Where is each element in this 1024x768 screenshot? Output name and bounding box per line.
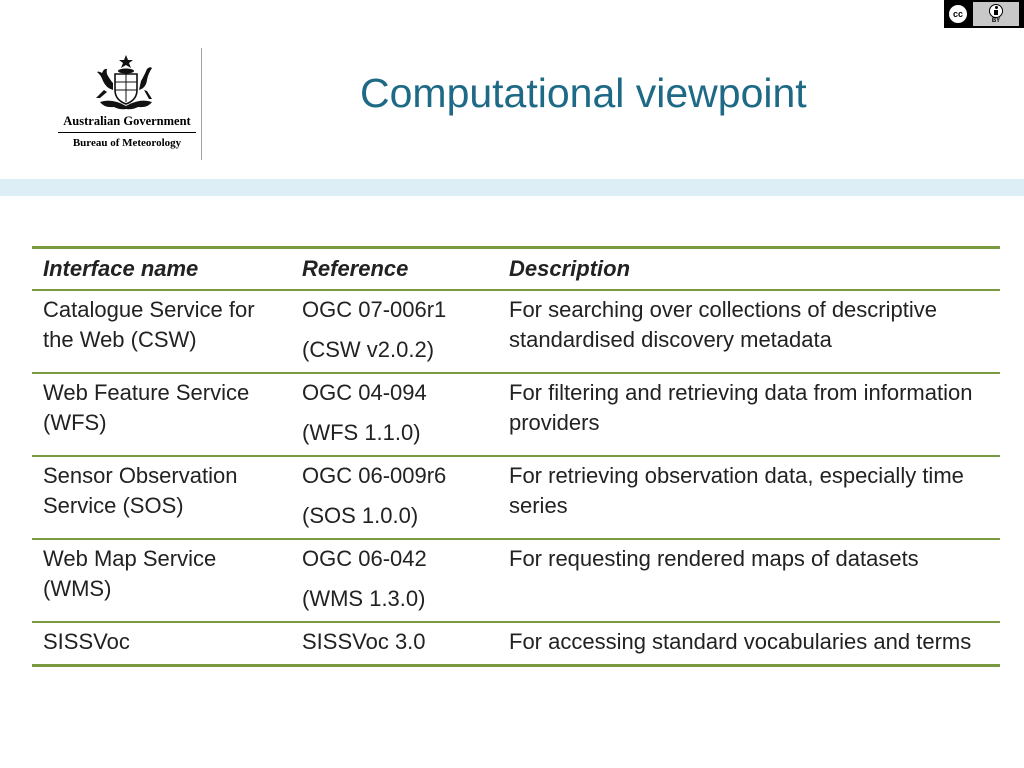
reference-version: (WMS 1.3.0): [302, 586, 426, 611]
cc-icon: [947, 3, 969, 25]
interface-name-cell: Web Feature Service (WFS): [32, 373, 291, 456]
slide-title: Computational viewpoint: [360, 70, 807, 116]
header-interface-name: Interface name: [32, 248, 291, 291]
table-row: [32, 539, 1000, 622]
org-name: Australian Government: [63, 114, 191, 128]
reference-id: OGC 06-009r6: [302, 463, 447, 488]
reference-id: SISSVoc 3.0: [302, 629, 426, 654]
cc-license-badge[interactable]: [944, 0, 1024, 28]
table-row: [32, 456, 1000, 539]
table-header-row: [32, 248, 1000, 291]
interface-name-cell: Sensor Observation Service (SOS): [32, 456, 291, 539]
header-description: Description: [498, 248, 1000, 291]
table-row: [32, 373, 1000, 456]
coat-of-arms-icon: [86, 54, 166, 112]
person-attribution-icon: [989, 4, 1003, 18]
logo-rule: [58, 132, 196, 133]
interface-name-cell: Catalogue Service for the Web (CSW): [32, 290, 291, 373]
description-cell: For requesting rendered maps of datasets: [498, 539, 1000, 622]
reference-id: OGC 06-042: [302, 546, 427, 571]
description-cell: For searching over collections of descriptive standardised discovery metadata: [498, 290, 1000, 373]
reference-cell: [291, 456, 498, 539]
description-cell: For retrieving observation data, especially time series: [498, 456, 1000, 539]
table-row: [32, 290, 1000, 373]
header-reference: Reference: [291, 248, 498, 291]
description-cell: For accessing standard vocabularies and terms: [498, 622, 1000, 666]
reference-cell: [291, 539, 498, 622]
interface-name-cell: SISSVoc: [32, 622, 291, 666]
logo-divider: [201, 48, 202, 160]
reference-cell: [291, 622, 498, 666]
by-attribution-panel: [973, 2, 1019, 26]
department-name: Bureau of Meteorology: [72, 137, 182, 149]
reference-cell: [291, 373, 498, 456]
reference-id: OGC 04-094: [302, 380, 427, 405]
reference-version: (SOS 1.0.0): [302, 503, 419, 528]
reference-version: (CSW v2.0.2): [302, 337, 435, 362]
header-band: [0, 179, 1024, 196]
description-cell: For filtering and retrieving data from information providers: [498, 373, 1000, 456]
interface-table: [32, 246, 1000, 667]
reference-cell: [291, 290, 498, 373]
reference-version: (WFS 1.1.0): [302, 420, 421, 445]
by-label: BY: [991, 17, 1001, 24]
cc-symbol: cc: [952, 9, 963, 19]
gov-logo: [52, 52, 202, 158]
table-row: [32, 622, 1000, 666]
reference-id: OGC 07-006r1: [302, 297, 447, 322]
interface-name-cell: Web Map Service (WMS): [32, 539, 291, 622]
